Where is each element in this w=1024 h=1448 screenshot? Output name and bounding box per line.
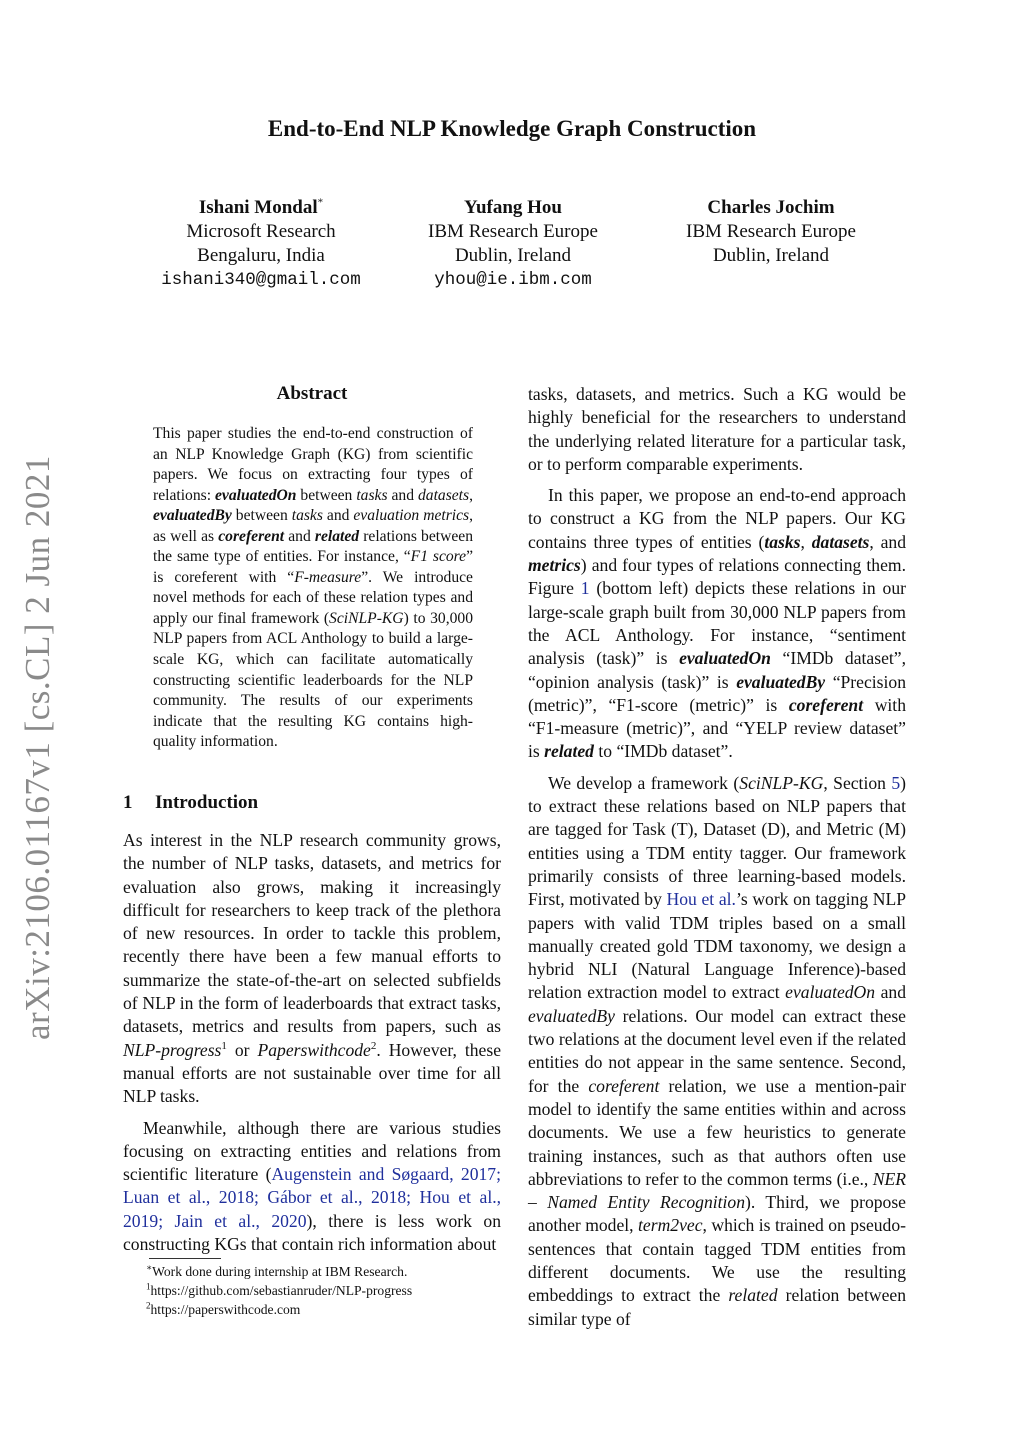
figure-link[interactable]: 1 xyxy=(580,578,590,599)
paragraph: In this paper, we propose an end-to-end approach to construct a KG from the NLP papers. Our KG contains three types of entities (tasks, datasets, and metrics) and four types of relations connecting them. Figure 1 (bottom left) depicts these relations in our large-scale graph built from 30,000 NLP papers from the ACL Anthology. For instance, “sentiment analysis (task)” is evaluatedOn “IMDb dataset”, “opinion analysis (task)” is evaluatedBy “Precision (metric)”, “F1-score (metric)” is coreferent with “F1-measure (metric)”, and “YELP review dataset” is related to “IMDb dataset”. xyxy=(528,485,907,762)
author-block-2 xyxy=(373,196,653,292)
footnote-1: $^1$https://github.com/sebastianruder/NLP-progress xyxy=(146,1281,413,1298)
abstract-heading: Abstract xyxy=(276,383,348,404)
author-location: Bengaluru, India xyxy=(197,245,325,266)
author-block-3 xyxy=(631,196,911,268)
footnote-2: $^2$https://paperswithcode.com xyxy=(146,1300,301,1317)
paragraph: tasks, datasets, and metrics. Such a KG would be highly beneficial for the researchers to understand the underlying related literature for a particular task, or to perform comparable experiments. xyxy=(528,384,906,474)
author-affiliation: IBM Research Europe xyxy=(428,221,598,242)
author-email[interactable]: yhou@ie.ibm.com xyxy=(434,270,592,290)
right-column-body xyxy=(528,383,906,1331)
footnotes xyxy=(146,1262,526,1319)
abstract-text: This paper studies the end-to-end construction of an NLP Knowledge Graph (KG) from scientific papers. We focus on extracting four types of relations: evaluatedOn between tasks and datasets, evaluatedBy between tasks and evaluation metrics, as well as coreferent and related relations between the same type of entities. For instance, “F1 score” is coreferent with “F-measure”. We introduce novel methods for each of these relation types and apply our final framework (SciNLP-KG) to 30,000 NLP papers from ACL Anthology to build a large-scale KG, which can facilitate automatically constructing scientific leaderboards for the NLP community. The results of our experiments indicate that the resulting KG contains high-quality information. xyxy=(153,425,474,751)
paper-title: End-to-End NLP Knowledge Graph Construction xyxy=(267,116,757,141)
author-location: Dublin, Ireland xyxy=(712,245,830,266)
paragraph: We develop a framework (SciNLP-KG, Section 5) to extract these relations based on NLP papers that are tagged for Task (T), Dataset (D), and Metric (M) entities using a TDM entity tagger. Our framework primarily consists of three learning-based models. First, motivated by Hou et al.’s work on tagging NLP papers with valid TDM triples based on a small manually created gold TDM taxonomy, we design a hybrid NLI (Natural Language Inference)-based relation extraction model to extract evaluatedOn and evaluatedBy relations. Our model can extract these two relations at the document level even if the related entities do not appear in the same sentence. Second, for the coreferent relation, we use a mention-pair model to identify the same entities within and across documents. We use a few heuristics to generate training instances, such as that authors often use abbreviations to refer to the common terms (i.e., NER – Named Entity Recognition). Third, we propose another model, term2vec, which is trained on pseudo-sentences that contain tagged TDM entities from different documents. We use the resulting embeddings to extract the related relation between similar type of xyxy=(528,772,907,1329)
author-affiliation: Microsoft Research xyxy=(186,221,336,242)
citation-link[interactable]: Augenstein and Søgaard, 2017; Luan et al., 2018; Gábor et al., 2018; Hou et al., 2019; Jain et al., 2020 xyxy=(123,1164,501,1231)
footnote-0: ∗Work done during internship at IBM Research. xyxy=(146,1262,408,1279)
author-name: Yufang Hou xyxy=(463,197,563,218)
section-heading-introduction: 1 Introduction xyxy=(123,792,259,813)
author-block-1 xyxy=(121,196,401,292)
paragraph: Meanwhile, although there are various studies focusing on extracting entities and relations from scientific literature (Augenstein and Søgaard, 2017; Luan et al., 2018; Gábor et al., 2018; Hou et al., 2019; Jain et al., 2020), there is less work on constructing KGs that contain rich information about xyxy=(123,1117,501,1255)
footnote-divider xyxy=(149,1258,221,1259)
author-email[interactable]: ishani340@gmail.com xyxy=(161,270,361,290)
citation-link[interactable]: Hou et al. xyxy=(666,889,736,910)
section-link[interactable]: 5 xyxy=(891,772,901,793)
paragraph: As interest in the NLP research community grows, the number of NLP tasks, datasets, and metrics for evaluation also grows, making it increasingly difficult for researchers to keep track of the plethora of new resources. In order to tackle this problem, recently there have been a few manual efforts to summarize the state-of-the-art on selected subfields of NLP in the form of leaderboards that extract tasks, datasets, metrics and results from papers, such as NLP-progress$^1$ or Paperswithcode$^2$. However, these manual efforts are not sustainable over time for all NLP tasks. xyxy=(123,830,501,1107)
author-location: Dublin, Ireland xyxy=(454,245,572,266)
author-affiliation: IBM Research Europe xyxy=(686,221,856,242)
author-name: Ishani Mondal* xyxy=(198,196,324,218)
author-name: Charles Jochim xyxy=(707,197,835,218)
arxiv-identifier: arXiv:2106.01167v1 [cs.CL] 2 Jun 2021 xyxy=(18,455,57,1040)
left-column-body xyxy=(123,829,501,1256)
